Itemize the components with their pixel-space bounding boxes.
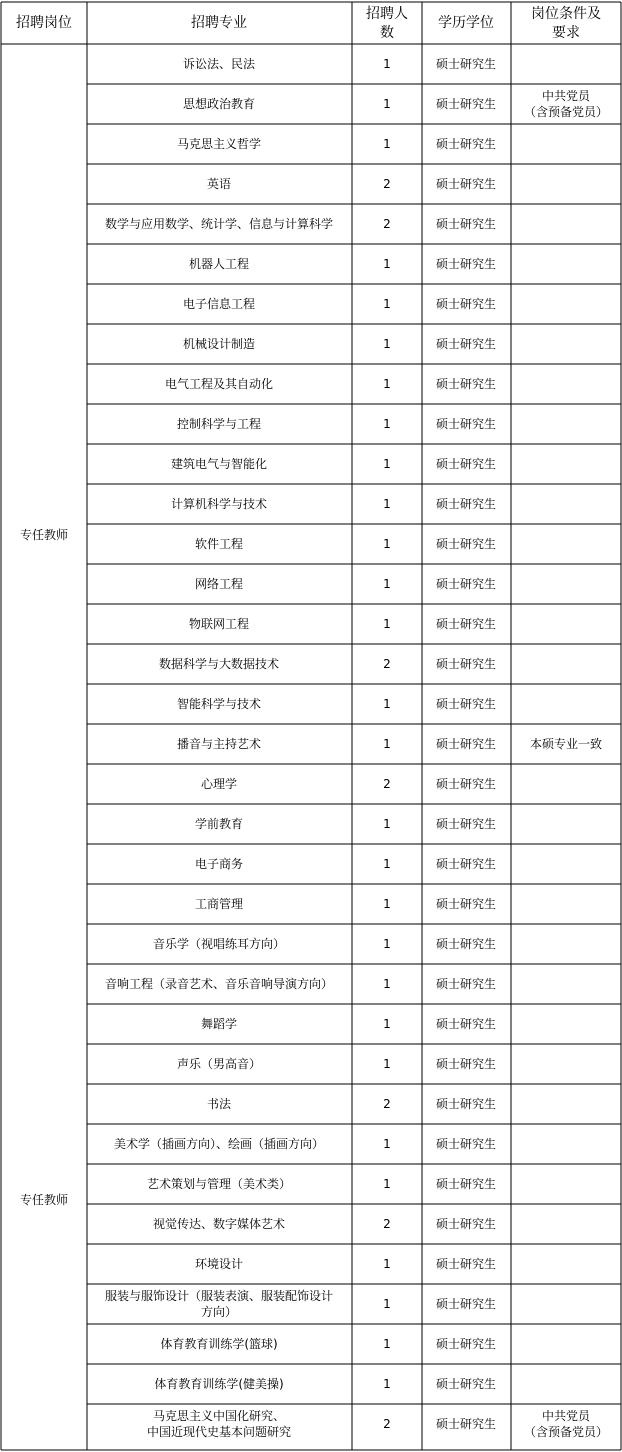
count-cell: 1 xyxy=(383,1137,391,1151)
table-row xyxy=(183,88,608,119)
table-row xyxy=(114,1136,496,1151)
table-row xyxy=(195,856,496,871)
table-row xyxy=(105,976,496,991)
major-cell: 网络工程 xyxy=(194,577,244,591)
major-cell: 艺术策划与管理（美术类） xyxy=(146,1177,292,1191)
major-cell: 舞蹈学 xyxy=(200,1017,238,1031)
requirements-cell: 中共党员 xyxy=(541,89,591,103)
table-row xyxy=(171,496,496,511)
group-label-1: 专任教师 xyxy=(19,528,69,542)
degree-cell: 硕士研究生 xyxy=(435,1257,497,1271)
major-cell: 数学与应用数学、统计学、信息与计算科学 xyxy=(104,217,334,231)
degree-cell: 硕士研究生 xyxy=(435,337,497,351)
table-row xyxy=(154,1376,496,1391)
major-cell: 控制科学与工程 xyxy=(176,417,262,431)
count-cell: 1 xyxy=(383,937,391,951)
degree-cell: 硕士研究生 xyxy=(435,657,497,671)
table-row xyxy=(183,56,496,71)
major-cell: 声乐（男高音） xyxy=(176,1057,262,1071)
degree-cell: 硕士研究生 xyxy=(435,417,497,431)
degree-cell: 硕士研究生 xyxy=(435,257,497,271)
degree-cell: 硕士研究生 xyxy=(435,697,497,711)
major-cell: 美术学（插画方向）、绘画（插画方向） xyxy=(113,1137,325,1151)
degree-cell: 硕士研究生 xyxy=(435,1377,497,1391)
degree-cell: 硕士研究生 xyxy=(435,617,497,631)
degree-cell: 硕士研究生 xyxy=(435,737,497,751)
table-row xyxy=(195,1256,496,1271)
degree-cell: 硕士研究生 xyxy=(435,537,497,551)
table-row xyxy=(171,456,496,471)
count-cell: 1 xyxy=(383,1337,391,1351)
count-cell: 1 xyxy=(383,337,391,351)
requirements-cell: （含预备党员） xyxy=(523,105,609,119)
count-cell: 1 xyxy=(383,1377,391,1391)
degree-cell: 硕士研究生 xyxy=(435,977,497,991)
table-row xyxy=(177,136,496,151)
degree-cell: 硕士研究生 xyxy=(435,377,497,391)
major-cell: 音乐学（视唱练耳方向） xyxy=(152,937,286,951)
major-cell: 诉讼法、民法 xyxy=(182,57,256,71)
count-cell: 1 xyxy=(383,1017,391,1031)
degree-cell: 硕士研究生 xyxy=(435,457,497,471)
degree-cell: 硕士研究生 xyxy=(435,1217,497,1231)
requirements-cell: 本硕专业一致 xyxy=(529,737,603,751)
table-row xyxy=(195,536,496,551)
requirements-cell: （含预备党员） xyxy=(523,1425,609,1439)
major-cell: 书法 xyxy=(206,1097,232,1111)
major-cell: 工商管理 xyxy=(194,897,244,911)
count-cell: 2 xyxy=(383,1417,391,1431)
table-row xyxy=(165,376,496,391)
table-row xyxy=(201,1016,496,1031)
major-cell: 方向） xyxy=(200,1305,238,1319)
degree-cell: 硕士研究生 xyxy=(435,177,497,191)
table-row xyxy=(183,296,496,311)
count-cell: 1 xyxy=(383,97,391,111)
degree-cell: 硕士研究生 xyxy=(435,1057,497,1071)
major-cell: 学前教育 xyxy=(194,817,244,831)
table-row xyxy=(147,1408,608,1439)
count-cell: 1 xyxy=(383,297,391,311)
degree-cell: 硕士研究生 xyxy=(435,777,497,791)
header-major: 招聘专业 xyxy=(191,15,247,31)
table-row xyxy=(159,656,496,671)
count-cell: 2 xyxy=(383,177,391,191)
count-cell: 1 xyxy=(383,57,391,71)
degree-cell: 硕士研究生 xyxy=(435,857,497,871)
table-row xyxy=(189,256,496,271)
count-cell: 1 xyxy=(383,1057,391,1071)
table-row xyxy=(201,776,496,791)
table-row xyxy=(177,696,496,711)
count-cell: 1 xyxy=(383,457,391,471)
degree-cell: 硕士研究生 xyxy=(435,1097,497,1111)
header-requirements-line-1: 岗位条件及 xyxy=(531,6,601,22)
count-cell: 1 xyxy=(383,1177,391,1191)
major-cell: 马克思主义中国化研究、 xyxy=(152,1409,286,1423)
degree-cell: 硕士研究生 xyxy=(435,1297,497,1311)
major-cell: 机器人工程 xyxy=(188,257,250,271)
major-cell: 计算机科学与技术 xyxy=(170,497,268,511)
count-cell: 1 xyxy=(383,1257,391,1271)
major-cell: 视觉传达、数字媒体艺术 xyxy=(152,1217,286,1231)
header-requirements-line-2: 要求 xyxy=(552,25,580,41)
count-cell: 2 xyxy=(383,657,391,671)
degree-cell: 硕士研究生 xyxy=(435,497,497,511)
degree-cell: 硕士研究生 xyxy=(435,1337,497,1351)
degree-cell: 硕士研究生 xyxy=(435,137,497,151)
major-cell: 机械设计制造 xyxy=(182,337,256,351)
table-row xyxy=(195,816,496,831)
major-cell: 电气工程及其自动化 xyxy=(164,377,274,391)
table-row xyxy=(177,736,602,751)
count-cell: 1 xyxy=(383,857,391,871)
major-cell: 电子商务 xyxy=(194,857,244,871)
count-cell: 1 xyxy=(383,257,391,271)
table-row xyxy=(177,416,496,431)
degree-cell: 硕士研究生 xyxy=(435,1177,497,1191)
major-cell: 智能科学与技术 xyxy=(176,697,262,711)
major-cell: 电子信息工程 xyxy=(182,297,256,311)
table-row xyxy=(153,936,496,951)
count-cell: 1 xyxy=(383,737,391,751)
header-degree: 学历学位 xyxy=(438,15,494,31)
major-cell: 体育教育训练学(健美操) xyxy=(154,1377,284,1391)
count-cell: 1 xyxy=(383,577,391,591)
major-cell: 软件工程 xyxy=(194,537,244,551)
table-row xyxy=(183,336,496,351)
table-row xyxy=(105,1288,496,1319)
degree-cell: 硕士研究生 xyxy=(435,297,497,311)
degree-cell: 硕士研究生 xyxy=(435,97,497,111)
count-cell: 1 xyxy=(383,817,391,831)
count-cell: 1 xyxy=(383,537,391,551)
header-position: 招聘岗位 xyxy=(16,15,72,31)
degree-cell: 硕士研究生 xyxy=(435,57,497,71)
table-row xyxy=(147,1176,496,1191)
degree-cell: 硕士研究生 xyxy=(435,577,497,591)
count-cell: 1 xyxy=(383,617,391,631)
major-cell: 心理学 xyxy=(200,777,238,791)
count-cell: 2 xyxy=(383,777,391,791)
count-cell: 2 xyxy=(383,1097,391,1111)
header-count-line-2: 数 xyxy=(380,25,394,41)
major-cell: 服装与服饰设计（服装表演、服装配饰设计 xyxy=(104,1289,334,1303)
count-cell: 1 xyxy=(383,417,391,431)
degree-cell: 硕士研究生 xyxy=(435,897,497,911)
count-cell: 2 xyxy=(383,217,391,231)
major-cell: 数据科学与大数据技术 xyxy=(158,657,280,671)
count-cell: 1 xyxy=(383,497,391,511)
table-row xyxy=(177,1056,496,1071)
major-cell: 播音与主持艺术 xyxy=(176,737,262,751)
degree-cell: 硕士研究生 xyxy=(435,817,497,831)
count-cell: 1 xyxy=(383,977,391,991)
degree-cell: 硕士研究生 xyxy=(435,1137,497,1151)
table-row xyxy=(189,616,496,631)
degree-cell: 硕士研究生 xyxy=(435,217,497,231)
degree-cell: 硕士研究生 xyxy=(435,1417,497,1431)
count-cell: 1 xyxy=(383,897,391,911)
major-cell: 思想政治教育 xyxy=(182,97,256,111)
table-row xyxy=(195,896,496,911)
table-row xyxy=(153,1216,496,1231)
table-row xyxy=(160,1336,496,1351)
group-label-2: 专任教师 xyxy=(19,1193,69,1207)
major-cell: 音响工程（录音艺术、音乐音响导演方向） xyxy=(104,977,334,991)
table-body xyxy=(105,56,608,1439)
major-cell: 马克思主义哲学 xyxy=(176,137,262,151)
count-cell: 2 xyxy=(383,1217,391,1231)
major-cell: 建筑电气与智能化 xyxy=(170,457,268,471)
header-count-line-1: 招聘人 xyxy=(366,6,408,22)
major-cell: 物联网工程 xyxy=(188,617,250,631)
major-cell: 中国近现代史基本问题研究 xyxy=(146,1425,292,1439)
degree-cell: 硕士研究生 xyxy=(435,1017,497,1031)
degree-cell: 硕士研究生 xyxy=(435,937,497,951)
count-cell: 1 xyxy=(383,137,391,151)
table-row xyxy=(195,576,496,591)
count-cell: 1 xyxy=(383,1297,391,1311)
table-row xyxy=(105,216,496,231)
major-cell: 体育教育训练学(篮球) xyxy=(160,1337,278,1351)
major-cell: 英语 xyxy=(206,177,232,191)
count-cell: 1 xyxy=(383,697,391,711)
major-cell: 环境设计 xyxy=(194,1257,244,1271)
requirements-cell: 中共党员 xyxy=(541,1409,591,1423)
count-cell: 1 xyxy=(383,377,391,391)
